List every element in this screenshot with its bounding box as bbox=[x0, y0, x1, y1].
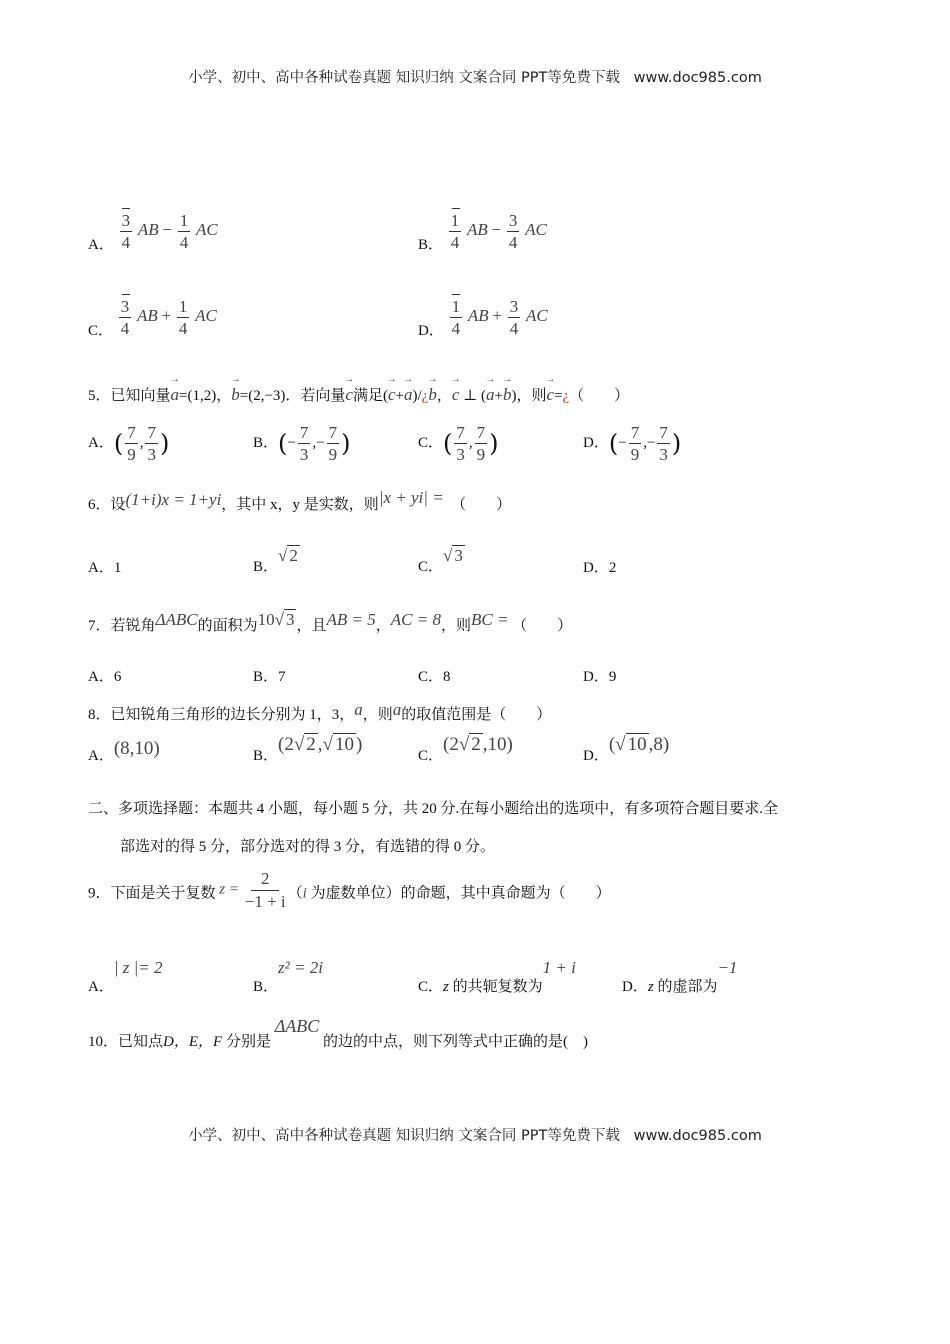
q8-stem: 8．已知锐角三角形的边长分别为 1，3，a，则a的取值范围是（ ） bbox=[88, 700, 552, 723]
q8-option-b: B．(2√ 2 ,√ 10 ) bbox=[253, 734, 363, 764]
q8-option-d: D．(√ 10 ,8) bbox=[583, 734, 670, 764]
q4-option-c: C． $\frac{3}{4}$ AB + $\frac{1}{4}$ AC bbox=[88, 297, 217, 339]
q6-option-b: B．√ 2 bbox=[253, 546, 298, 575]
banner-url: www.doc985.com bbox=[633, 70, 762, 86]
q9-option-a: A．| z |= 2 bbox=[88, 958, 163, 995]
q7-option-b: B．7 bbox=[253, 669, 286, 685]
q5-option-a: A．( $\frac{7}{9}$ , $\frac{7}{3}$ ) bbox=[88, 423, 170, 464]
q5-option-b: B．(− $\frac{7}{3}$ ,− $\frac{7}{9}$ ) bbox=[253, 423, 351, 464]
q6-stem: 6．设(1+i)x = 1+yi，其中 x，y 是实数，则|x + yi| = （ ） bbox=[88, 488, 512, 513]
q6-option-a: A．1 bbox=[88, 560, 122, 576]
section2-line1: 二、多项选择题：本题共 4 小题，每小题 5 分，共 20 分.在每小题给出的选项中，有多项符合题目要求.全 bbox=[88, 801, 779, 817]
banner-text: 小学、初中、高中各种试卷真题 知识归纳 文案合同 PPT等免费下载 bbox=[188, 70, 620, 86]
q6-option-d: D．2 bbox=[583, 560, 617, 576]
q5-stem: 5．已知向量→ a=(1,2)，→ b=(2,−3)．若向量→ c满足(→ c+→ a)/¿→ b，→ c ⊥ (→ a+→ b)，则→ c=¿（ ） bbox=[88, 384, 629, 405]
q7-option-d: D．9 bbox=[583, 669, 617, 685]
q7-option-a: A．6 bbox=[88, 669, 122, 685]
q4-option-d: D． $\frac{1}{4}$ AB + $\frac{3}{4}$ AC bbox=[418, 297, 548, 339]
q9-option-c: C．z 的共轭复数为1 + i bbox=[418, 958, 576, 995]
q10-stem: 10．已知点D，E，F 分别是 ΔABC 的边的中点，则下列等式中正确的是( ) bbox=[88, 1016, 589, 1050]
footer-banner bbox=[0, 1124, 950, 1145]
footer-banner-url: www.doc985.com bbox=[633, 1128, 762, 1144]
q7-option-c: C．8 bbox=[418, 669, 451, 685]
q9-option-b: B．z² = 2i bbox=[253, 958, 323, 995]
q7-stem: 7．若锐角ΔABC的面积为10√ 3 ，且AB = 5，AC = 8，则BC = （ ） bbox=[88, 610, 573, 634]
q9-option-d: D．z 的虚部为−1 bbox=[622, 958, 738, 995]
q4-option-b: B． $\frac{1}{4}$ AB − $\frac{3}{4}$ AC bbox=[418, 211, 547, 253]
q5-option-c: C．( $\frac{7}{3}$ , $\frac{7}{9}$ ) bbox=[418, 423, 499, 464]
q5-option-d: D．(− $\frac{7}{9}$ ,− $\frac{7}{3}$ ) bbox=[583, 423, 682, 464]
header-banner bbox=[0, 66, 950, 87]
q8-option-a: A．(8,10) bbox=[88, 738, 160, 764]
q9-stem: 9．下面是关于复数 z = $\frac{2}{-1 + i}$ （i 为虚数单位）的命题，其中真命题为（ ） bbox=[88, 869, 611, 911]
q8-option-c: C．(2√ 2 ,10) bbox=[418, 734, 513, 764]
footer-banner-text: 小学、初中、高中各种试卷真题 知识归纳 文案合同 PPT等免费下载 bbox=[188, 1128, 620, 1144]
q4-option-a: A． $\frac{3}{4}$ AB − $\frac{1}{4}$ AC bbox=[88, 211, 218, 253]
section2-line2: 部选对的得 5 分，部分选对的得 3 分，有选错的得 0 分。 bbox=[120, 839, 496, 855]
q6-option-c: C．√ 3 bbox=[418, 546, 463, 575]
